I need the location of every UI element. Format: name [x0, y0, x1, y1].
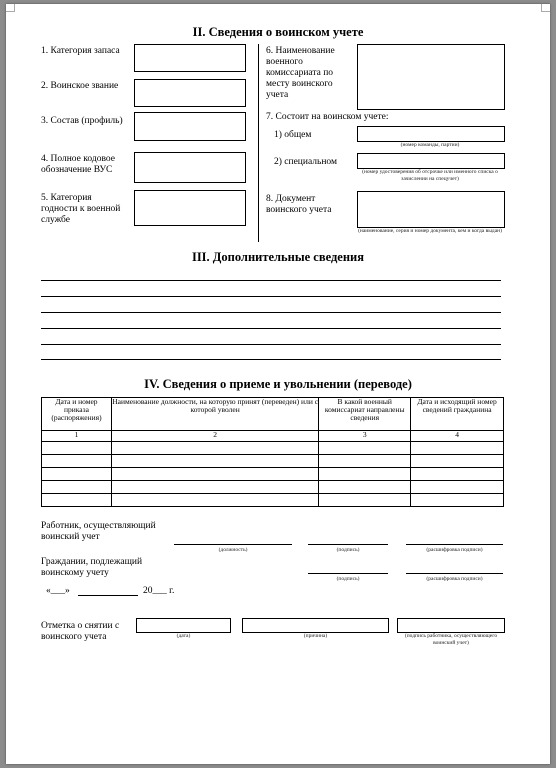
section4-title: IV. Сведения о приеме и увольнении (переводе) [144, 377, 412, 391]
signature-line[interactable] [308, 544, 388, 545]
position-line[interactable] [174, 544, 292, 545]
additional-info-line[interactable] [41, 359, 501, 360]
column-number: 3 [319, 431, 411, 442]
fitness-category-label: 5. Категория годности к военной службе [41, 193, 121, 225]
rank-label: 2. Воинское звание [41, 81, 119, 91]
position-caption: (должность) [218, 547, 248, 553]
document-caption: (наименование, серия и номер документа, кем и когда выдан) [358, 228, 502, 234]
deregistration-date-field[interactable] [136, 618, 231, 633]
section3-title: III. Дополнительные сведения [191, 250, 365, 264]
citizen-signature-caption: (подпись) [336, 576, 360, 582]
deregistration-signature-field[interactable] [397, 618, 505, 633]
additional-info-line[interactable] [41, 344, 501, 345]
general-field[interactable] [357, 126, 505, 142]
decoding-line[interactable] [406, 544, 503, 545]
deregistration-reason-caption: (причина) [303, 633, 328, 639]
general-label: 1) общем [274, 130, 312, 140]
table-row[interactable] [42, 468, 504, 481]
military-document-label: 8. Документ воинского учета [266, 194, 332, 215]
table-number-row [42, 431, 504, 442]
column-header: Дата и номер приказа (распоряжения) [42, 398, 112, 431]
special-field[interactable] [357, 153, 505, 169]
deregistration-label: Отметка о снятии с воинского учета [41, 621, 120, 642]
commissariat-field[interactable] [357, 44, 505, 110]
vus-code-label: 4. Полное кодовое обозначение ВУС [41, 154, 115, 175]
vus-code-field[interactable] [134, 152, 246, 183]
citizen-decoding-caption: (расшифровка подписи) [426, 576, 483, 582]
citizen-decoding-line[interactable] [406, 573, 503, 574]
column-header: Дата и исходящий номер сведений гражданина [411, 398, 504, 431]
decoding-caption: (расшифровка подписи) [426, 547, 483, 553]
date-day: «___» [46, 586, 70, 596]
table-row[interactable] [42, 455, 504, 468]
additional-info-line[interactable] [41, 328, 501, 329]
deregistration-reason-field[interactable] [242, 618, 389, 633]
deregistration-date-caption: (дата) [176, 633, 191, 639]
date-month-line[interactable] [78, 595, 138, 596]
reserve-category-field[interactable] [134, 44, 246, 72]
composition-label: 3. Состав (профиль) [41, 116, 123, 126]
composition-field[interactable] [134, 112, 246, 141]
date-year: 20___ г. [143, 586, 175, 596]
table-header-row [42, 398, 504, 431]
page-corner-mark [6, 4, 15, 12]
additional-info-line[interactable] [41, 312, 501, 313]
general-caption: (номер команды, партии) [400, 142, 460, 148]
table-row[interactable] [42, 481, 504, 494]
additional-info-line[interactable] [41, 280, 501, 281]
fitness-category-field[interactable] [134, 190, 246, 226]
reserve-category-label: 1. Категория запаса [41, 46, 120, 56]
column-divider [258, 44, 259, 242]
rank-field[interactable] [134, 79, 246, 107]
column-number: 2 [111, 431, 318, 442]
military-document-field[interactable] [357, 191, 505, 228]
signature-caption: (подпись) [336, 547, 360, 553]
column-number: 4 [411, 431, 504, 442]
document-page [6, 4, 550, 764]
special-caption: (номер удостоверения об отсрочке или именного списка о зачислении на спецучет) [362, 169, 498, 182]
employee-label: Работник, осуществляющий воинский учет [41, 521, 156, 542]
page-corner-mark [541, 4, 550, 12]
deregistration-signature-caption: (подпись работника, осуществляющего воинский учет) [404, 633, 498, 646]
section2-title: II. Сведения о воинском учете [192, 25, 364, 39]
citizen-label: Граждании, подлежащий воинскому учету [41, 557, 143, 578]
table-row[interactable] [42, 442, 504, 455]
column-number: 1 [42, 431, 112, 442]
column-header: Наименование должности, на которую принят (переведен) или с которой уволен [111, 398, 318, 431]
special-label: 2) специальном [274, 157, 338, 167]
column-header: В какой военный комиссариат направлены сведения [319, 398, 411, 431]
commissariat-label: 6. Наименование военного комиссариата по месту воинского учета [266, 46, 335, 100]
additional-info-line[interactable] [41, 296, 501, 297]
registered-on-label: 7. Состоит на воинском учете: [266, 112, 389, 122]
hire-dismissal-table [41, 397, 504, 507]
citizen-signature-line[interactable] [308, 573, 388, 574]
table-row[interactable] [42, 494, 504, 507]
